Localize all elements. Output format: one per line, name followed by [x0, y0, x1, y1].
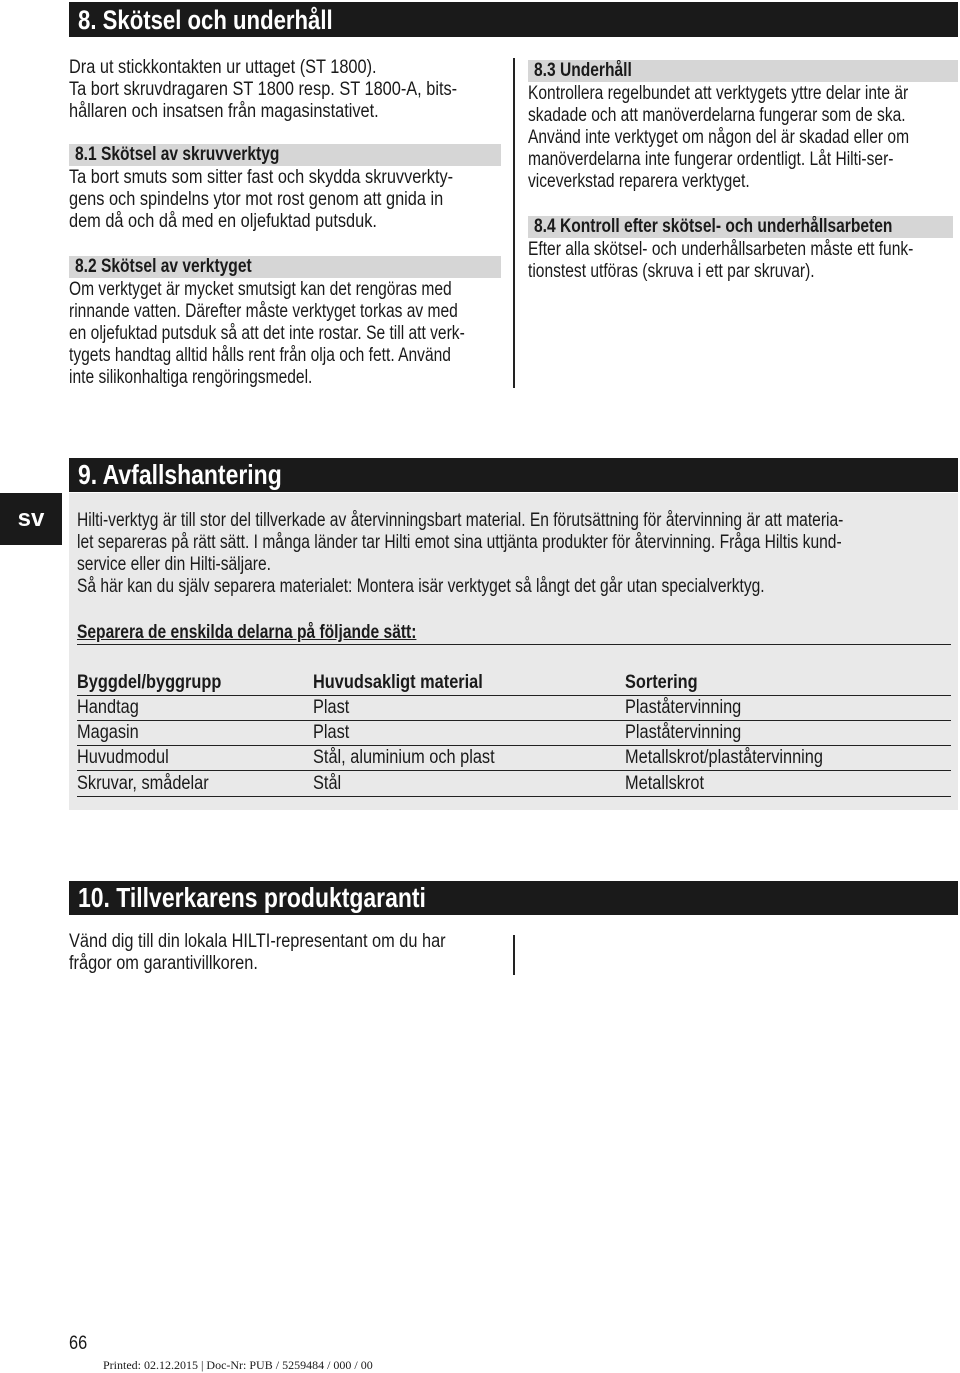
page-number: 66 — [69, 1333, 88, 1354]
body-line: en oljefuktad putsduk så att det inte rostar. Se till att verk- — [69, 323, 465, 344]
body-line: service eller din Hilti-säljare. — [77, 554, 271, 575]
column-divider — [513, 58, 515, 388]
table-cell: Plast — [313, 697, 350, 718]
body-line: gens och spindelns ytor mot rost genom att gnida in — [69, 189, 444, 210]
intro-line: hållaren och insatsen från magasinstativet. — [69, 101, 379, 122]
table-cell: Plaståtervinning — [625, 697, 742, 718]
subsection-8-2-body — [69, 279, 552, 389]
table-row — [77, 721, 951, 746]
section-9-title: 9. Avfallshantering — [69, 458, 958, 492]
table-cell: Skruvar, smådelar — [77, 773, 209, 794]
table-cell: Metallskrot/plaståtervinning — [625, 747, 823, 768]
section-8-intro — [69, 57, 520, 123]
body-line: Kontrollera regelbundet att verktygets yttre delar inte är — [528, 83, 909, 104]
table-cell: Plast — [313, 722, 350, 743]
body-line: manöverdelarna inte fungerar ordentligt. Låt Hilti-ser- — [528, 149, 894, 170]
subsection-8-1-body — [69, 167, 516, 233]
body-line: Ta bort smuts som sitter fast och skydda skruvverkty- — [69, 167, 454, 188]
subsection-8-4-body — [528, 239, 960, 283]
table-cell: Stål — [313, 773, 342, 794]
body-line: Hilti-verktyg är till stor del tillverkade av återvinningsbart material. En förutsättning för återvinning är att materia- — [77, 510, 844, 531]
body-line: Så här kan du själv separera materialet: Montera isär verktyget så långt det går utan specialverktyg. — [77, 576, 765, 597]
separate-parts-heading: Separera de enskilda delarna på följande sätt: — [77, 621, 951, 645]
section-10-title: 10. Tillverkarens produktgaranti — [69, 881, 958, 915]
body-line: skadade och att manöverdelarna fungerar som de ska. — [528, 105, 906, 126]
table-header-row — [77, 671, 951, 696]
body-line: tygets handtag alltid hålls rent från olja och fett. Använd — [69, 345, 451, 366]
table-cell: Plaståtervinning — [625, 722, 742, 743]
table-cell: Handtag — [77, 697, 139, 718]
body-line: rinnande vatten. Därefter måste verktyget torkas av med — [69, 301, 458, 322]
table-cell: Huvudmodul — [77, 747, 169, 768]
body-line: tionstest utföras (skruva i ett par skruvar). — [528, 261, 815, 282]
subsection-8-2-heading: 8.2 Skötsel av verktyget — [69, 256, 501, 278]
intro-line: Ta bort skruvdragaren ST 1800 resp. ST 1800-A, bits- — [69, 79, 458, 100]
table-row — [77, 696, 951, 721]
language-tab: sv — [0, 493, 62, 545]
section-10-body — [69, 931, 507, 975]
table-header-cell: Sortering — [625, 672, 698, 693]
body-line: dem då och då med en oljefuktad putsduk. — [69, 211, 377, 232]
table-cell: Magasin — [77, 722, 139, 743]
body-line: Använd inte verktyget om någon del är skadad eller om — [528, 127, 910, 148]
table-row — [77, 746, 951, 771]
table-cell: Metallskrot — [625, 773, 704, 794]
intro-line: Dra ut stickkontakten ur uttaget (ST 1800). — [69, 57, 377, 78]
body-line: viceverkstad reparera verktyget. — [528, 171, 750, 192]
table-row — [77, 772, 951, 797]
table-header-cell: Huvudsakligt material — [313, 672, 483, 693]
body-line: Om verktyget är mycket smutsigt kan det rengöras med — [69, 279, 452, 300]
body-line: Vänd dig till din lokala HILTI-representant om du har — [69, 931, 446, 952]
body-line: Efter alla skötsel- och underhållsarbeten måste ett funk- — [528, 239, 914, 260]
print-info: Printed: 02.12.2015 | Doc-Nr: PUB / 5259484 / 000 / 00 — [103, 1358, 373, 1372]
subsection-8-1-heading: 8.1 Skötsel av skruvverktyg — [69, 144, 501, 166]
subsection-8-3-body — [528, 83, 960, 193]
subsection-8-4-heading: 8.4 Kontroll efter skötsel- och underhållsarbeten — [528, 216, 953, 238]
body-line: let separeras på rätt sätt. I många länder tar Hilti emot sina uttjänta produkter för återvinning. Fråga Hiltis kund- — [77, 532, 842, 553]
body-line: inte silikonhaltiga rengöringsmedel. — [69, 367, 313, 388]
section-9-body — [77, 510, 960, 598]
table-cell: Stål, aluminium och plast — [313, 747, 495, 768]
section-8-title: 8. Skötsel och underhåll — [69, 2, 958, 37]
body-line: frågor om garantivillkoren. — [69, 953, 258, 974]
column-divider — [513, 935, 515, 975]
table-header-cell: Byggdel/byggrupp — [77, 672, 222, 693]
subsection-8-3-heading: 8.3 Underhåll — [528, 60, 958, 82]
